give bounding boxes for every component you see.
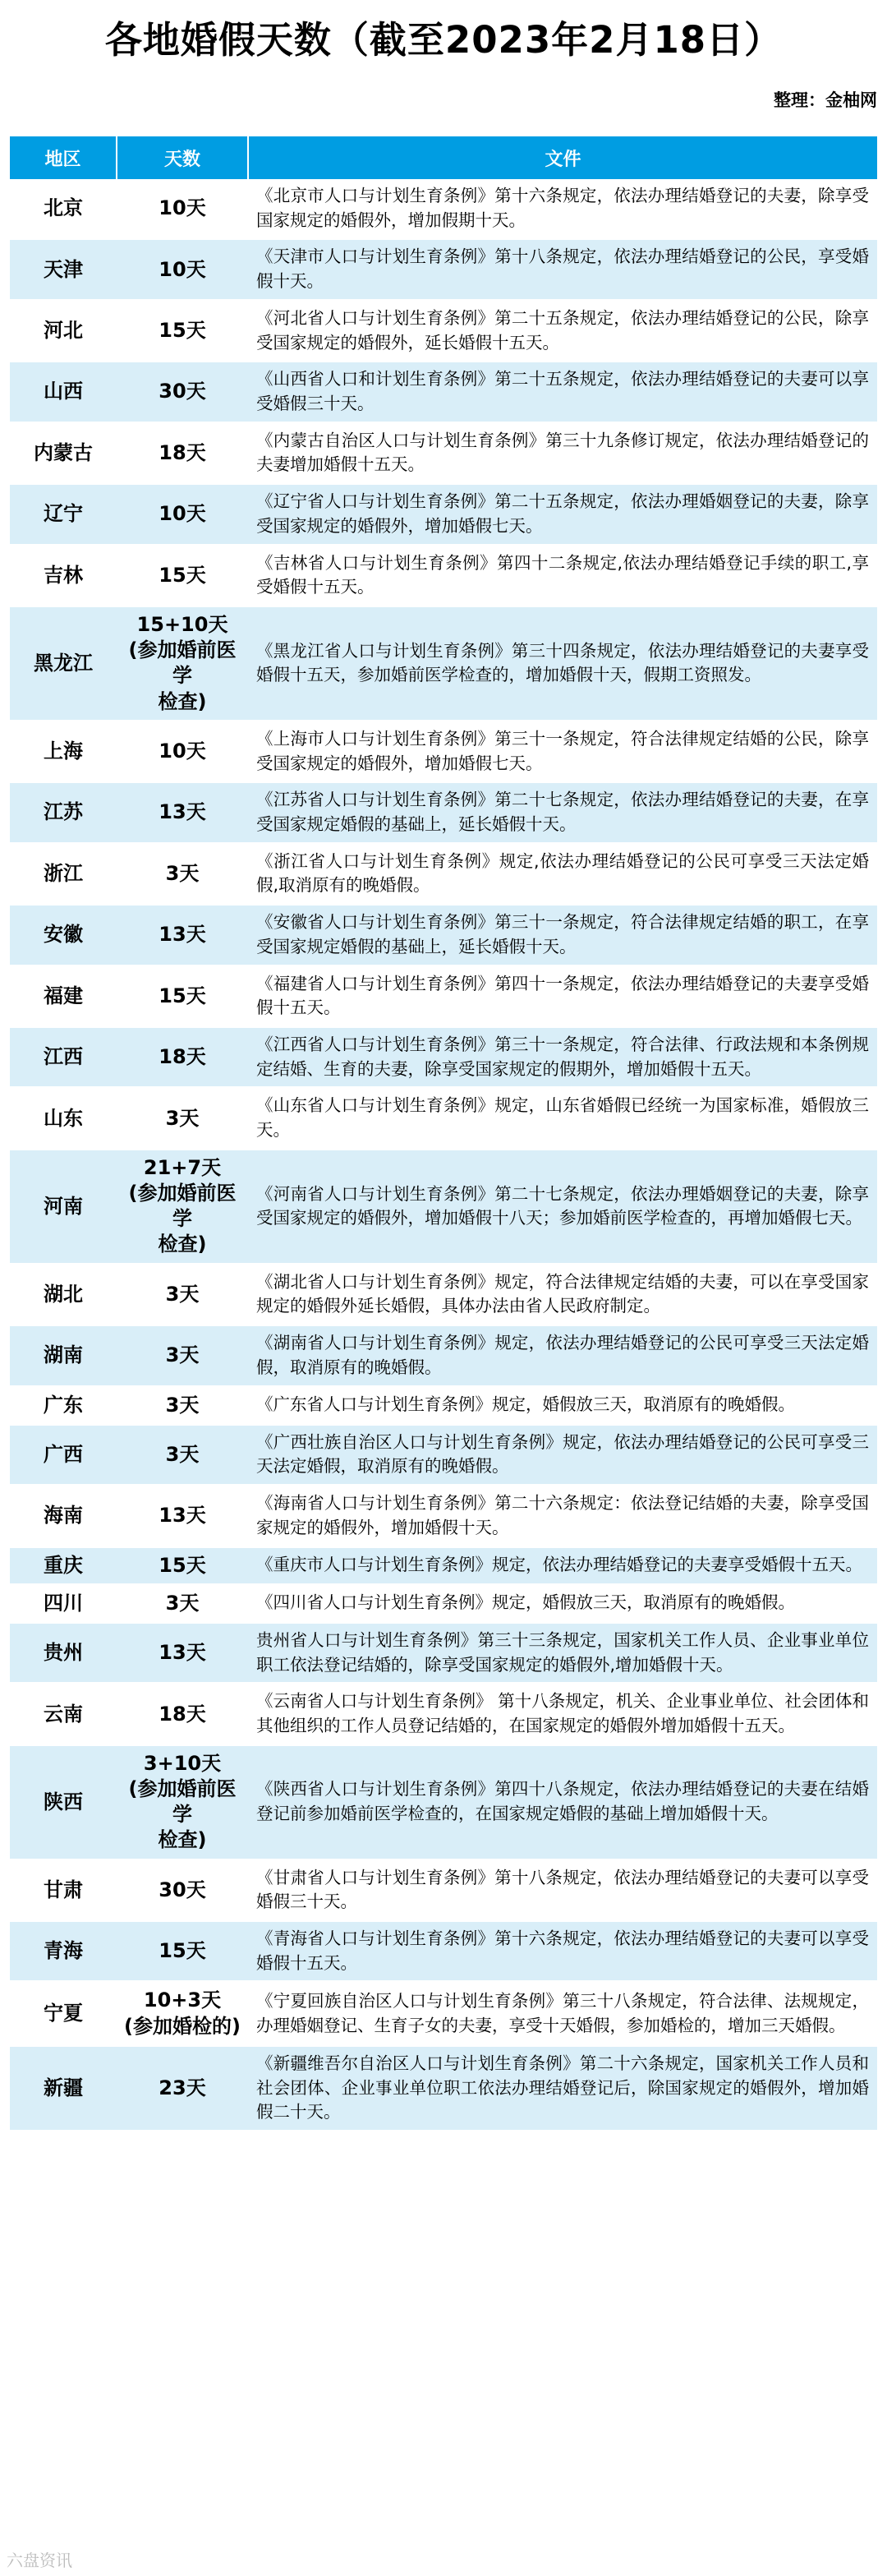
document-cell: 《广西壮族自治区人口与计划生育条例》规定，依法办理结婚登记的公民可享受三天法定婚假，取消原有的晚婚假。 [248,1424,877,1485]
table-row [10,905,877,965]
days-cell: 15天 [117,965,248,1026]
region-cell: 黑龙江 [10,606,117,721]
document-cell: 《河南省人口与计划生育条例》第二十七条规定，依法办理婚姻登记的夫妻，除享受国家规定的婚假外，增加婚假十八天；参加婚前医学检查的，再增加婚假七天。 [248,1149,877,1264]
table-row [10,1744,877,1859]
region-cell: 山东 [10,1088,117,1149]
table-row [10,1546,877,1584]
table-row [10,484,877,545]
days-cell: 18天 [117,422,248,483]
document-cell: 《宁夏回族自治区人口与计划生育条例》第三十八条规定，符合法律、法规规定，办理婚姻登记、生育子女的夫妻，享受十天婚假，参加婚检的，增加三天婚假。 [248,1982,877,2045]
table-row [10,1027,877,1088]
days-cell: 30天 [117,362,248,422]
region-cell: 浙江 [10,843,117,904]
days-cell: 30天 [117,1859,248,1920]
table-row [10,300,877,361]
days-cell: 18天 [117,1684,248,1744]
region-cell: 河南 [10,1149,117,1264]
region-cell: 吉林 [10,545,117,606]
document-cell: 《重庆市人口与计划生育条例》规定，依法办理结婚登记的夫妻享受婚假十五天。 [248,1546,877,1584]
region-cell: 北京 [10,179,117,239]
table-row [10,1486,877,1546]
days-cell: 15天 [117,545,248,606]
document-cell: 《江苏省人口与计划生育条例》第二十七条规定，依法办理结婚登记的夫妻，在享受国家规定婚假的基础上，延长婚假十天。 [248,782,877,843]
days-cell: 3天 [117,1386,248,1424]
region-cell: 广西 [10,1424,117,1485]
days-cell: 13天 [117,905,248,965]
days-cell: 13天 [117,1486,248,1546]
region-cell: 新疆 [10,2045,117,2131]
table-row [10,2045,877,2131]
region-cell: 宁夏 [10,1982,117,2045]
document-cell: 《山西省人口和计划生育条例》第二十五条规定，依法办理结婚登记的夫妻可以享受婚假三十天。 [248,362,877,422]
document-cell: 《吉林省人口与计划生育条例》第四十二条规定,依法办理结婚登记手续的职工,享受婚假十五天。 [248,545,877,606]
table-row [10,1424,877,1485]
table-row [10,1149,877,1264]
document-cell: 《陕西省人口与计划生育条例》第四十八条规定，依法办理结婚登记的夫妻在结婚登记前参加婚前医学检查的，在国家规定婚假的基础上增加婚假十天。 [248,1744,877,1859]
document-cell: 《安徽省人口与计划生育条例》第三十一条规定，符合法律规定结婚的职工，在享受国家规定婚假的基础上，延长婚假十天。 [248,905,877,965]
document-cell: 《四川省人口与计划生育条例》规定，婚假放三天，取消原有的晚婚假。 [248,1584,877,1622]
document-cell: 《江西省人口与计划生育条例》第三十一条规定，符合法律、行政法规和本条例规定结婚、生育的夫妻，除享受国家规定的假期外，增加婚假十五天。 [248,1027,877,1088]
days-cell: 15天 [117,1921,248,1982]
days-cell: 3天 [117,1088,248,1149]
document-cell: 《山东省人口与计划生育条例》规定，山东省婚假已经统一为国家标准，婚假放三天。 [248,1088,877,1149]
days-cell: 10天 [117,484,248,545]
document-cell: 《甘肃省人口与计划生育条例》第十八条规定，依法办理结婚登记的夫妻可以享受婚假三十天。 [248,1859,877,1920]
document-cell: 贵州省人口与计划生育条例》第三十三条规定，国家机关工作人员、企业事业单位职工依法登记结婚的，除享受国家规定的婚假外,增加婚假十天。 [248,1622,877,1683]
days-cell: 15天 [117,300,248,361]
table-row [10,1684,877,1744]
region-cell: 安徽 [10,905,117,965]
region-cell: 海南 [10,1486,117,1546]
table-row [10,965,877,1026]
days-cell: 3天 [117,1584,248,1622]
document-cell: 《湖南省人口与计划生育条例》规定，依法办理结婚登记的公民可享受三天法定婚假，取消原有的晚婚假。 [248,1325,877,1386]
table-row [10,545,877,606]
region-cell: 陕西 [10,1744,117,1859]
document-cell: 《辽宁省人口与计划生育条例》第二十五条规定，依法办理婚姻登记的夫妻，除享受国家规定的婚假外，增加婚假七天。 [248,484,877,545]
days-cell: 15+10天 (参加婚前医学 检查) [117,606,248,721]
region-cell: 湖北 [10,1264,117,1325]
column-header-region: 地区 [10,136,117,179]
document-cell: 《新疆维吾尔自治区人口与计划生育条例》第二十六条规定，国家机关工作人员和社会团体、企业事业单位职工依法办理结婚登记后，除国家规定的婚假外，增加婚假二十天。 [248,2045,877,2131]
document-cell: 《上海市人口与计划生育条例》第三十一条规定，符合法律规定结婚的公民，除享受国家规定的婚假外，增加婚假七天。 [248,721,877,781]
days-cell: 23天 [117,2045,248,2131]
document-cell: 《黑龙江省人口与计划生育条例》第三十四条规定，依法办理结婚登记的夫妻享受婚假十五天，参加婚前医学检查的，增加婚假十天，假期工资照发。 [248,606,877,721]
region-cell: 贵州 [10,1622,117,1683]
table-row [10,179,877,239]
days-cell: 3天 [117,1325,248,1386]
days-cell: 3+10天 (参加婚前医学 检查) [117,1744,248,1859]
days-cell: 3天 [117,1424,248,1485]
source-credit: 整理：金柚网 [774,90,877,110]
page-title: 各地婚假天数（截至2023年2月18日） [104,17,783,62]
table-row [10,422,877,483]
days-cell: 3天 [117,843,248,904]
days-cell: 10天 [117,239,248,300]
document-cell: 《天津市人口与计划生育条例》第十八条规定，依法办理结婚登记的公民，享受婚假十天。 [248,239,877,300]
days-cell: 10天 [117,179,248,239]
table-row [10,362,877,422]
region-cell: 天津 [10,239,117,300]
region-cell: 福建 [10,965,117,1026]
region-cell: 云南 [10,1684,117,1744]
column-header-days: 天数 [117,136,248,179]
days-cell: 13天 [117,1622,248,1683]
table-row [10,1859,877,1920]
document-cell: 《内蒙古自治区人口与计划生育条例》第三十九条修订规定，依法办理结婚登记的夫妻增加婚假十五天。 [248,422,877,483]
region-cell: 四川 [10,1584,117,1622]
column-header-document: 文件 [248,136,877,179]
table-row [10,239,877,300]
document-cell: 《北京市人口与计划生育条例》第十六条规定，依法办理结婚登记的夫妻，除享受国家规定的婚假外，增加假期十天。 [248,179,877,239]
table-row [10,1921,877,1982]
document-cell: 《云南省人口与计划生育条例》 第十八条规定，机关、企业事业单位、社会团体和其他组织的工作人员登记结婚的，在国家规定的婚假外增加婚假十五天。 [248,1684,877,1744]
document-cell: 《浙江省人口与计划生育条例》规定,依法办理结婚登记的公民可享受三天法定婚假,取消原有的晚婚假。 [248,843,877,904]
table-row [10,1088,877,1149]
region-cell: 上海 [10,721,117,781]
table-row [10,1264,877,1325]
region-cell: 河北 [10,300,117,361]
days-cell: 13天 [117,782,248,843]
days-cell: 3天 [117,1264,248,1325]
region-cell: 内蒙古 [10,422,117,483]
days-cell: 15天 [117,1546,248,1584]
region-cell: 辽宁 [10,484,117,545]
days-cell: 10+3天 (参加婚检的) [117,1982,248,2045]
table-row [10,1386,877,1424]
table-row [10,1622,877,1683]
document-cell: 《河北省人口与计划生育条例》第二十五条规定，依法办理结婚登记的公民，除享受国家规定的婚假外，延长婚假十五天。 [248,300,877,361]
days-cell: 21+7天 (参加婚前医学 检查) [117,1149,248,1264]
table-row [10,1325,877,1386]
document-cell: 《青海省人口与计划生育条例》第十六条规定，依法办理结婚登记的夫妻可以享受婚假十五天。 [248,1921,877,1982]
table-row [10,1982,877,2045]
region-cell: 甘肃 [10,1859,117,1920]
table-row [10,782,877,843]
region-cell: 广东 [10,1386,117,1424]
table-row [10,721,877,781]
table-row [10,1584,877,1622]
table-header-row [10,136,877,179]
region-cell: 江西 [10,1027,117,1088]
region-cell: 山西 [10,362,117,422]
region-cell: 重庆 [10,1546,117,1584]
document-cell: 《湖北省人口与计划生育条例》规定，符合法律规定结婚的夫妻，可以在享受国家规定的婚假外延长婚假，具体办法由省人民政府制定。 [248,1264,877,1325]
region-cell: 青海 [10,1921,117,1982]
marriage-leave-table [10,136,877,2132]
watermark: 六盘资讯 [7,2551,72,2570]
region-cell: 湖南 [10,1325,117,1386]
days-cell: 10天 [117,721,248,781]
region-cell: 江苏 [10,782,117,843]
table-row [10,606,877,721]
document-cell: 《广东省人口与计划生育条例》规定，婚假放三天，取消原有的晚婚假。 [248,1386,877,1424]
days-cell: 18天 [117,1027,248,1088]
document-cell: 《福建省人口与计划生育条例》第四十一条规定，依法办理结婚登记的夫妻享受婚假十五天。 [248,965,877,1026]
document-cell: 《海南省人口与计划生育条例》第二十六条规定：依法登记结婚的夫妻，除享受国家规定的婚假外，增加婚假十天。 [248,1486,877,1546]
table-row [10,843,877,904]
